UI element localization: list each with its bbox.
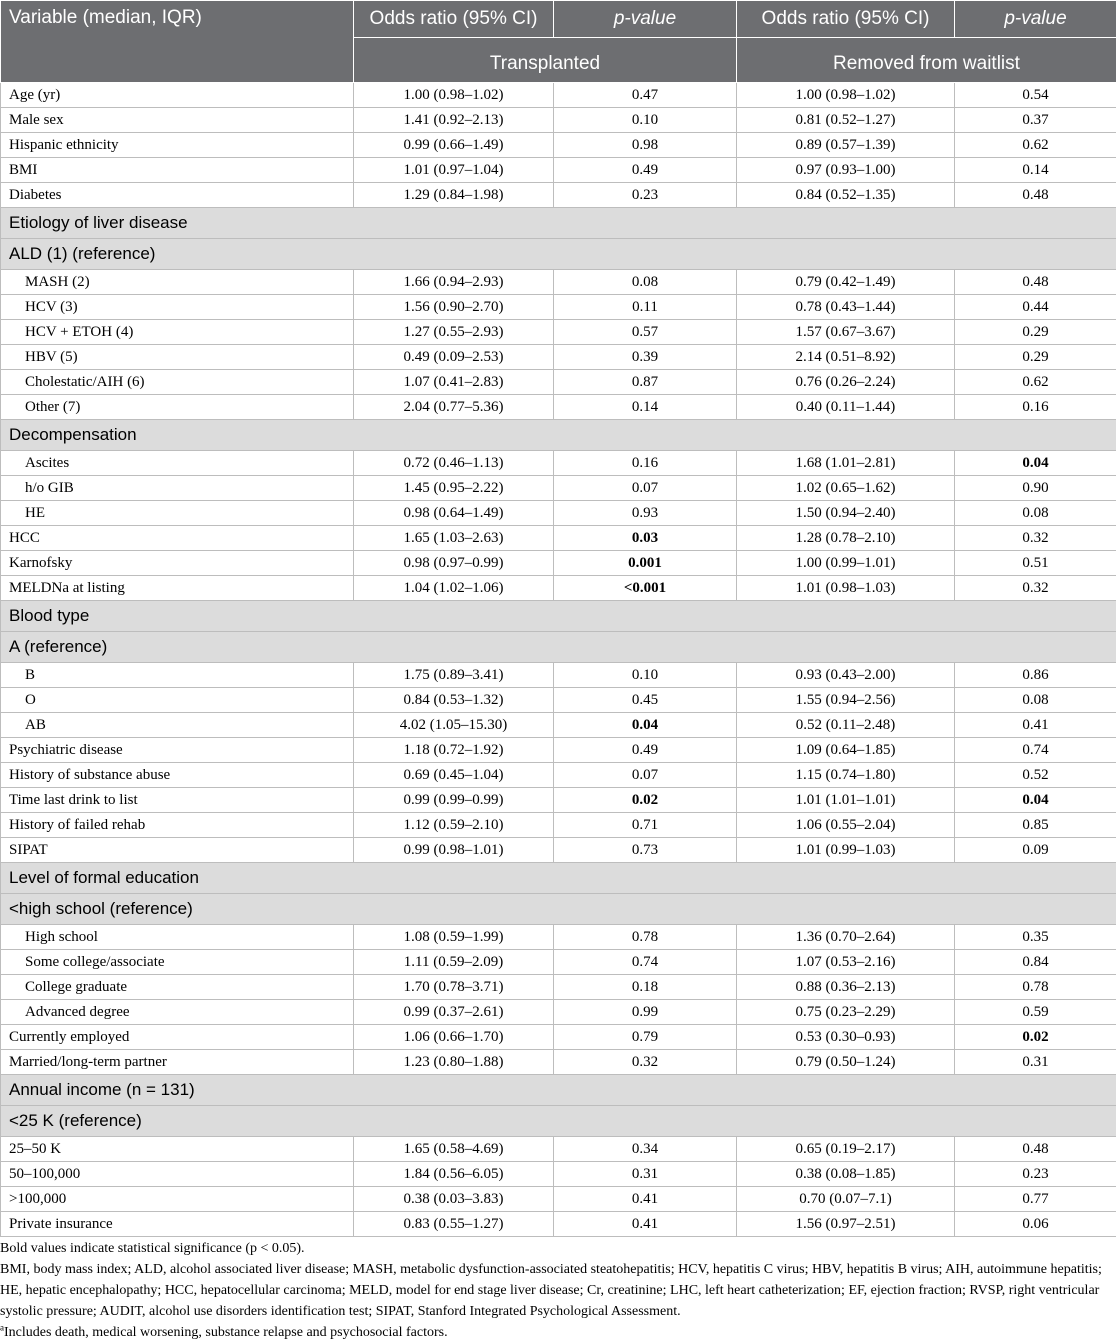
or-removed-cell: 0.70 (0.07–7.1) xyxy=(737,1187,955,1212)
or-removed-cell: 2.14 (0.51–8.92) xyxy=(737,345,955,370)
p-removed-cell: 0.78 xyxy=(955,975,1116,1000)
or-transplanted-cell: 0.99 (0.37–2.61) xyxy=(354,1000,554,1025)
row-label: Hispanic ethnicity xyxy=(1,133,354,158)
or-transplanted-cell: 0.38 (0.03–3.83) xyxy=(354,1187,554,1212)
row-label: Ascites xyxy=(1,451,354,476)
p-transplanted-cell: 0.18 xyxy=(554,975,737,1000)
or-transplanted-cell: 1.06 (0.66–1.70) xyxy=(354,1025,554,1050)
row-label: Diabetes xyxy=(1,183,354,208)
or-removed-cell: 1.00 (0.98–1.02) xyxy=(737,83,955,108)
p-transplanted-cell: 0.49 xyxy=(554,738,737,763)
or-removed-cell: 0.40 (0.11–1.44) xyxy=(737,395,955,420)
p-transplanted-cell: 0.78 xyxy=(554,925,737,950)
table-row xyxy=(1,270,1116,295)
or-transplanted-cell: 1.65 (0.58–4.69) xyxy=(354,1137,554,1162)
section-label: Blood type xyxy=(1,601,1116,632)
p-removed-cell: 0.74 xyxy=(955,738,1116,763)
table-row xyxy=(1,551,1116,576)
p-transplanted-cell xyxy=(554,526,737,551)
row-label: 50–100,000 xyxy=(1,1162,354,1187)
footnote-text: Includes death, medical worsening, substance relapse and psychosocial factors. xyxy=(4,1325,448,1340)
table-row xyxy=(1,183,1116,208)
or-transplanted-cell: 0.98 (0.64–1.49) xyxy=(354,501,554,526)
or-removed-cell: 0.97 (0.93–1.00) xyxy=(737,158,955,183)
or-removed-cell: 0.53 (0.30–0.93) xyxy=(737,1025,955,1050)
p-transplanted-cell: 0.23 xyxy=(554,183,737,208)
p-transplanted-cell: 0.41 xyxy=(554,1187,737,1212)
or-removed-cell: 1.00 (0.99–1.01) xyxy=(737,551,955,576)
p-transplanted-cell: 0.71 xyxy=(554,813,737,838)
or-removed-cell: 0.52 (0.11–2.48) xyxy=(737,713,955,738)
table-row xyxy=(1,688,1116,713)
table-notes xyxy=(0,1238,1110,1343)
header-group-removed: Removed from waitlist xyxy=(737,38,1116,83)
or-removed-cell: 1.01 (0.99–1.03) xyxy=(737,838,955,863)
row-label: Age (yr) xyxy=(1,83,354,108)
or-transplanted-cell: 0.84 (0.53–1.32) xyxy=(354,688,554,713)
or-removed-cell: 1.68 (1.01–2.81) xyxy=(737,451,955,476)
p-removed-cell: 0.48 xyxy=(955,270,1116,295)
p-transplanted-cell: 0.73 xyxy=(554,838,737,863)
p-transplanted-cell-bold: 0.02 xyxy=(632,792,658,808)
row-label: Karnofsky xyxy=(1,551,354,576)
p-removed-cell: 0.37 xyxy=(955,108,1116,133)
p-removed-cell-bold: 0.04 xyxy=(1022,792,1048,808)
row-label: BMI xyxy=(1,158,354,183)
p-removed-cell: 0.44 xyxy=(955,295,1116,320)
or-removed-cell: 1.06 (0.55–2.04) xyxy=(737,813,955,838)
or-transplanted-cell: 1.84 (0.56–6.05) xyxy=(354,1162,554,1187)
section-row xyxy=(1,420,1116,451)
table-body xyxy=(1,83,1116,1237)
table-row xyxy=(1,1025,1116,1050)
or-removed-cell: 0.93 (0.43–2.00) xyxy=(737,663,955,688)
p-removed-cell: 0.84 xyxy=(955,950,1116,975)
or-transplanted-cell: 0.72 (0.46–1.13) xyxy=(354,451,554,476)
table-row xyxy=(1,1050,1116,1075)
p-transplanted-cell: 0.32 xyxy=(554,1050,737,1075)
p-removed-cell: 0.48 xyxy=(955,183,1116,208)
or-transplanted-cell: 1.01 (0.97–1.04) xyxy=(354,158,554,183)
p-removed-cell: 0.85 xyxy=(955,813,1116,838)
or-transplanted-cell: 1.65 (1.03–2.63) xyxy=(354,526,554,551)
p-transplanted-cell: 0.31 xyxy=(554,1162,737,1187)
p-transplanted-cell-bold: 0.001 xyxy=(628,555,662,571)
or-transplanted-cell: 0.99 (0.66–1.49) xyxy=(354,133,554,158)
p-removed-cell: 0.08 xyxy=(955,688,1116,713)
p-removed-cell: 0.41 xyxy=(955,713,1116,738)
row-label: 25–50 K xyxy=(1,1137,354,1162)
p-transplanted-cell: 0.41 xyxy=(554,1212,737,1237)
table-row xyxy=(1,451,1116,476)
or-removed-cell: 1.50 (0.94–2.40) xyxy=(737,501,955,526)
or-removed-cell: 0.88 (0.36–2.13) xyxy=(737,975,955,1000)
row-label: HCV (3) xyxy=(1,295,354,320)
p-removed-cell: 0.62 xyxy=(955,370,1116,395)
or-removed-cell: 1.02 (0.65–1.62) xyxy=(737,476,955,501)
row-label: B xyxy=(1,663,354,688)
table-row xyxy=(1,501,1116,526)
p-transplanted-cell: 0.49 xyxy=(554,158,737,183)
p-transplanted-cell: 0.08 xyxy=(554,270,737,295)
or-transplanted-cell: 1.23 (0.80–1.88) xyxy=(354,1050,554,1075)
p-transplanted-cell: 0.07 xyxy=(554,763,737,788)
row-label: HBV (5) xyxy=(1,345,354,370)
row-label: AB xyxy=(1,713,354,738)
header-p-transplanted-text: p-value xyxy=(614,8,676,29)
or-removed-cell: 0.65 (0.19–2.17) xyxy=(737,1137,955,1162)
or-transplanted-cell: 1.70 (0.78–3.71) xyxy=(354,975,554,1000)
p-removed-cell: 0.90 xyxy=(955,476,1116,501)
or-transplanted-cell: 1.00 (0.98–1.02) xyxy=(354,83,554,108)
row-label: >100,000 xyxy=(1,1187,354,1212)
p-transplanted-cell: 0.14 xyxy=(554,395,737,420)
table-row xyxy=(1,950,1116,975)
or-removed-cell: 0.84 (0.52–1.35) xyxy=(737,183,955,208)
row-label: HCV + ETOH (4) xyxy=(1,320,354,345)
section-row xyxy=(1,239,1116,270)
row-label: SIPAT xyxy=(1,838,354,863)
or-transplanted-cell: 1.12 (0.59–2.10) xyxy=(354,813,554,838)
p-removed-cell: 0.62 xyxy=(955,133,1116,158)
section-label: <25 K (reference) xyxy=(1,1106,1116,1137)
p-transplanted-cell: 0.47 xyxy=(554,83,737,108)
table-row xyxy=(1,395,1116,420)
section-row xyxy=(1,1075,1116,1106)
row-label: Married/long-term partner xyxy=(1,1050,354,1075)
row-label: Advanced degree xyxy=(1,1000,354,1025)
or-transplanted-cell: 0.83 (0.55–1.27) xyxy=(354,1212,554,1237)
row-label: Currently employed xyxy=(1,1025,354,1050)
p-removed-cell: 0.48 xyxy=(955,1137,1116,1162)
header-p-transplanted xyxy=(554,1,737,38)
p-removed-cell-bold: 0.02 xyxy=(1022,1029,1048,1045)
or-removed-cell: 1.15 (0.74–1.80) xyxy=(737,763,955,788)
or-removed-cell: 0.81 (0.52–1.27) xyxy=(737,108,955,133)
table-row xyxy=(1,133,1116,158)
section-label: Etiology of liver disease xyxy=(1,208,1116,239)
table-row xyxy=(1,1137,1116,1162)
or-removed-cell: 1.56 (0.97–2.51) xyxy=(737,1212,955,1237)
row-label: O xyxy=(1,688,354,713)
p-removed-cell: 0.86 xyxy=(955,663,1116,688)
or-transplanted-cell: 0.49 (0.09–2.53) xyxy=(354,345,554,370)
or-removed-cell: 1.09 (0.64–1.85) xyxy=(737,738,955,763)
p-removed-cell: 0.23 xyxy=(955,1162,1116,1187)
table-row xyxy=(1,1187,1116,1212)
section-label: Level of formal education xyxy=(1,863,1116,894)
table-row xyxy=(1,108,1116,133)
table-row xyxy=(1,1162,1116,1187)
p-transplanted-cell-bold: 0.03 xyxy=(632,530,658,546)
row-label: College graduate xyxy=(1,975,354,1000)
p-removed-cell: 0.59 xyxy=(955,1000,1116,1025)
table-row xyxy=(1,1000,1116,1025)
row-label: MELDNa at listing xyxy=(1,576,354,601)
section-label: ALD (1) (reference) xyxy=(1,239,1116,270)
p-removed-cell: 0.14 xyxy=(955,158,1116,183)
p-transplanted-cell: 0.98 xyxy=(554,133,737,158)
or-removed-cell: 0.78 (0.43–1.44) xyxy=(737,295,955,320)
p-removed-cell: 0.29 xyxy=(955,320,1116,345)
abbreviations-note: BMI, body mass index; ALD, alcohol associated liver disease; MASH, metabolic dysfunction-associated steatohepatitis; HCV, hepatitis C virus; HBV, hepatitis B virus; AIH, autoimmune hepatitis; HE, hepatic encephalopathy; HCC, hepatocellular carcinoma; MELD, model for end stage liver disease; Cr, creatinine; LHC, left heart catheterization; EF, ejection fraction; RVSP, right ventricular systolic pressure; AUDIT, alcohol use disorders identification test; SIPAT, Stanford Integrated Psychological Assessment. xyxy=(0,1259,1110,1322)
row-label: History of substance abuse xyxy=(1,763,354,788)
row-label: Some college/associate xyxy=(1,950,354,975)
p-removed-cell: 0.06 xyxy=(955,1212,1116,1237)
table-row xyxy=(1,713,1116,738)
or-removed-cell: 1.01 (1.01–1.01) xyxy=(737,788,955,813)
row-label: Time last drink to list xyxy=(1,788,354,813)
p-removed-cell: 0.29 xyxy=(955,345,1116,370)
section-label: Decompensation xyxy=(1,420,1116,451)
p-transplanted-cell xyxy=(554,713,737,738)
header-p-removed xyxy=(955,1,1116,38)
p-transplanted-cell-bold: 0.04 xyxy=(632,717,658,733)
p-transplanted-cell xyxy=(554,788,737,813)
row-label: HCC xyxy=(1,526,354,551)
bold-note: Bold values indicate statistical significance (p < 0.05). xyxy=(0,1238,1110,1259)
row-label: Private insurance xyxy=(1,1212,354,1237)
or-removed-cell: 0.89 (0.57–1.39) xyxy=(737,133,955,158)
or-transplanted-cell: 4.02 (1.05–15.30) xyxy=(354,713,554,738)
or-transplanted-cell: 1.45 (0.95–2.22) xyxy=(354,476,554,501)
p-transplanted-cell: 0.99 xyxy=(554,1000,737,1025)
row-label: History of failed rehab xyxy=(1,813,354,838)
or-transplanted-cell: 1.11 (0.59–2.09) xyxy=(354,950,554,975)
table-row xyxy=(1,975,1116,1000)
p-removed-cell: 0.32 xyxy=(955,576,1116,601)
p-transplanted-cell: 0.57 xyxy=(554,320,737,345)
section-row xyxy=(1,1106,1116,1137)
table-row xyxy=(1,576,1116,601)
row-label: MASH (2) xyxy=(1,270,354,295)
or-transplanted-cell: 1.56 (0.90–2.70) xyxy=(354,295,554,320)
p-removed-cell xyxy=(955,1025,1116,1050)
or-removed-cell: 0.75 (0.23–2.29) xyxy=(737,1000,955,1025)
p-transplanted-cell xyxy=(554,551,737,576)
row-label: h/o GIB xyxy=(1,476,354,501)
or-removed-cell: 1.28 (0.78–2.10) xyxy=(737,526,955,551)
or-transplanted-cell: 0.69 (0.45–1.04) xyxy=(354,763,554,788)
section-row xyxy=(1,632,1116,663)
table-row xyxy=(1,345,1116,370)
p-transplanted-cell: 0.87 xyxy=(554,370,737,395)
table-row xyxy=(1,526,1116,551)
table-row xyxy=(1,158,1116,183)
section-label: Annual income (n = 131) xyxy=(1,1075,1116,1106)
p-removed-cell: 0.77 xyxy=(955,1187,1116,1212)
table-header xyxy=(1,1,1116,83)
or-removed-cell: 1.07 (0.53–2.16) xyxy=(737,950,955,975)
footnote-mark: a xyxy=(0,1322,4,1332)
or-transplanted-cell: 1.41 (0.92–2.13) xyxy=(354,108,554,133)
or-transplanted-cell: 1.07 (0.41–2.83) xyxy=(354,370,554,395)
section-label: <high school (reference) xyxy=(1,894,1116,925)
or-removed-cell: 1.57 (0.67–3.67) xyxy=(737,320,955,345)
section-row xyxy=(1,601,1116,632)
p-removed-cell xyxy=(955,788,1116,813)
p-transplanted-cell: 0.93 xyxy=(554,501,737,526)
or-transplanted-cell: 0.99 (0.98–1.01) xyxy=(354,838,554,863)
section-row xyxy=(1,894,1116,925)
row-label: Other (7) xyxy=(1,395,354,420)
or-removed-cell: 0.79 (0.50–1.24) xyxy=(737,1050,955,1075)
table-row xyxy=(1,763,1116,788)
section-row xyxy=(1,208,1116,239)
table-row xyxy=(1,925,1116,950)
or-transplanted-cell: 1.04 (1.02–1.06) xyxy=(354,576,554,601)
header-group-transplanted: Transplanted xyxy=(354,38,737,83)
section-label: A (reference) xyxy=(1,632,1116,663)
p-removed-cell: 0.08 xyxy=(955,501,1116,526)
row-label: HE xyxy=(1,501,354,526)
row-label: Cholestatic/AIH (6) xyxy=(1,370,354,395)
row-label: Psychiatric disease xyxy=(1,738,354,763)
p-removed-cell: 0.16 xyxy=(955,395,1116,420)
or-transplanted-cell: 1.66 (0.94–2.93) xyxy=(354,270,554,295)
or-transplanted-cell: 1.18 (0.72–1.92) xyxy=(354,738,554,763)
or-transplanted-cell: 2.04 (0.77–5.36) xyxy=(354,395,554,420)
table-row xyxy=(1,838,1116,863)
p-removed-cell xyxy=(955,451,1116,476)
or-removed-cell: 0.79 (0.42–1.49) xyxy=(737,270,955,295)
p-transplanted-cell: 0.07 xyxy=(554,476,737,501)
p-removed-cell: 0.51 xyxy=(955,551,1116,576)
section-row xyxy=(1,863,1116,894)
or-transplanted-cell: 1.27 (0.55–2.93) xyxy=(354,320,554,345)
p-transplanted-cell: 0.11 xyxy=(554,295,737,320)
or-transplanted-cell: 0.99 (0.99–0.99) xyxy=(354,788,554,813)
or-removed-cell: 1.36 (0.70–2.64) xyxy=(737,925,955,950)
p-transplanted-cell: 0.74 xyxy=(554,950,737,975)
p-removed-cell: 0.35 xyxy=(955,925,1116,950)
or-transplanted-cell: 1.08 (0.59–1.99) xyxy=(354,925,554,950)
p-removed-cell: 0.54 xyxy=(955,83,1116,108)
table-row xyxy=(1,1212,1116,1237)
table-row xyxy=(1,813,1116,838)
p-removed-cell: 0.52 xyxy=(955,763,1116,788)
or-removed-cell: 1.01 (0.98–1.03) xyxy=(737,576,955,601)
header-or-transplanted: Odds ratio (95% CI) xyxy=(354,1,554,38)
row-label: Male sex xyxy=(1,108,354,133)
p-transplanted-cell: 0.45 xyxy=(554,688,737,713)
p-transplanted-cell xyxy=(554,576,737,601)
p-removed-cell: 0.09 xyxy=(955,838,1116,863)
p-transplanted-cell: 0.39 xyxy=(554,345,737,370)
header-variable: Variable (median, IQR) xyxy=(1,1,354,83)
or-transplanted-cell: 1.29 (0.84–1.98) xyxy=(354,183,554,208)
table-row xyxy=(1,370,1116,395)
p-removed-cell: 0.32 xyxy=(955,526,1116,551)
or-removed-cell: 0.38 (0.08–1.85) xyxy=(737,1162,955,1187)
p-transplanted-cell-bold: <0.001 xyxy=(624,580,666,596)
p-transplanted-cell: 0.10 xyxy=(554,108,737,133)
or-removed-cell: 1.55 (0.94–2.56) xyxy=(737,688,955,713)
p-removed-cell: 0.31 xyxy=(955,1050,1116,1075)
or-transplanted-cell: 0.98 (0.97–0.99) xyxy=(354,551,554,576)
table-row xyxy=(1,295,1116,320)
table-row xyxy=(1,738,1116,763)
row-label: High school xyxy=(1,925,354,950)
table-row xyxy=(1,83,1116,108)
header-or-removed: Odds ratio (95% CI) xyxy=(737,1,955,38)
table-row xyxy=(1,663,1116,688)
or-removed-cell: 0.76 (0.26–2.24) xyxy=(737,370,955,395)
p-removed-cell-bold: 0.04 xyxy=(1022,455,1048,471)
or-transplanted-cell: 1.75 (0.89–3.41) xyxy=(354,663,554,688)
table-row xyxy=(1,320,1116,345)
p-transplanted-cell: 0.79 xyxy=(554,1025,737,1050)
p-transplanted-cell: 0.16 xyxy=(554,451,737,476)
header-p-removed-text: p-value xyxy=(1004,8,1066,29)
table-row xyxy=(1,788,1116,813)
p-transplanted-cell: 0.34 xyxy=(554,1137,737,1162)
p-transplanted-cell: 0.10 xyxy=(554,663,737,688)
table-row xyxy=(1,476,1116,501)
